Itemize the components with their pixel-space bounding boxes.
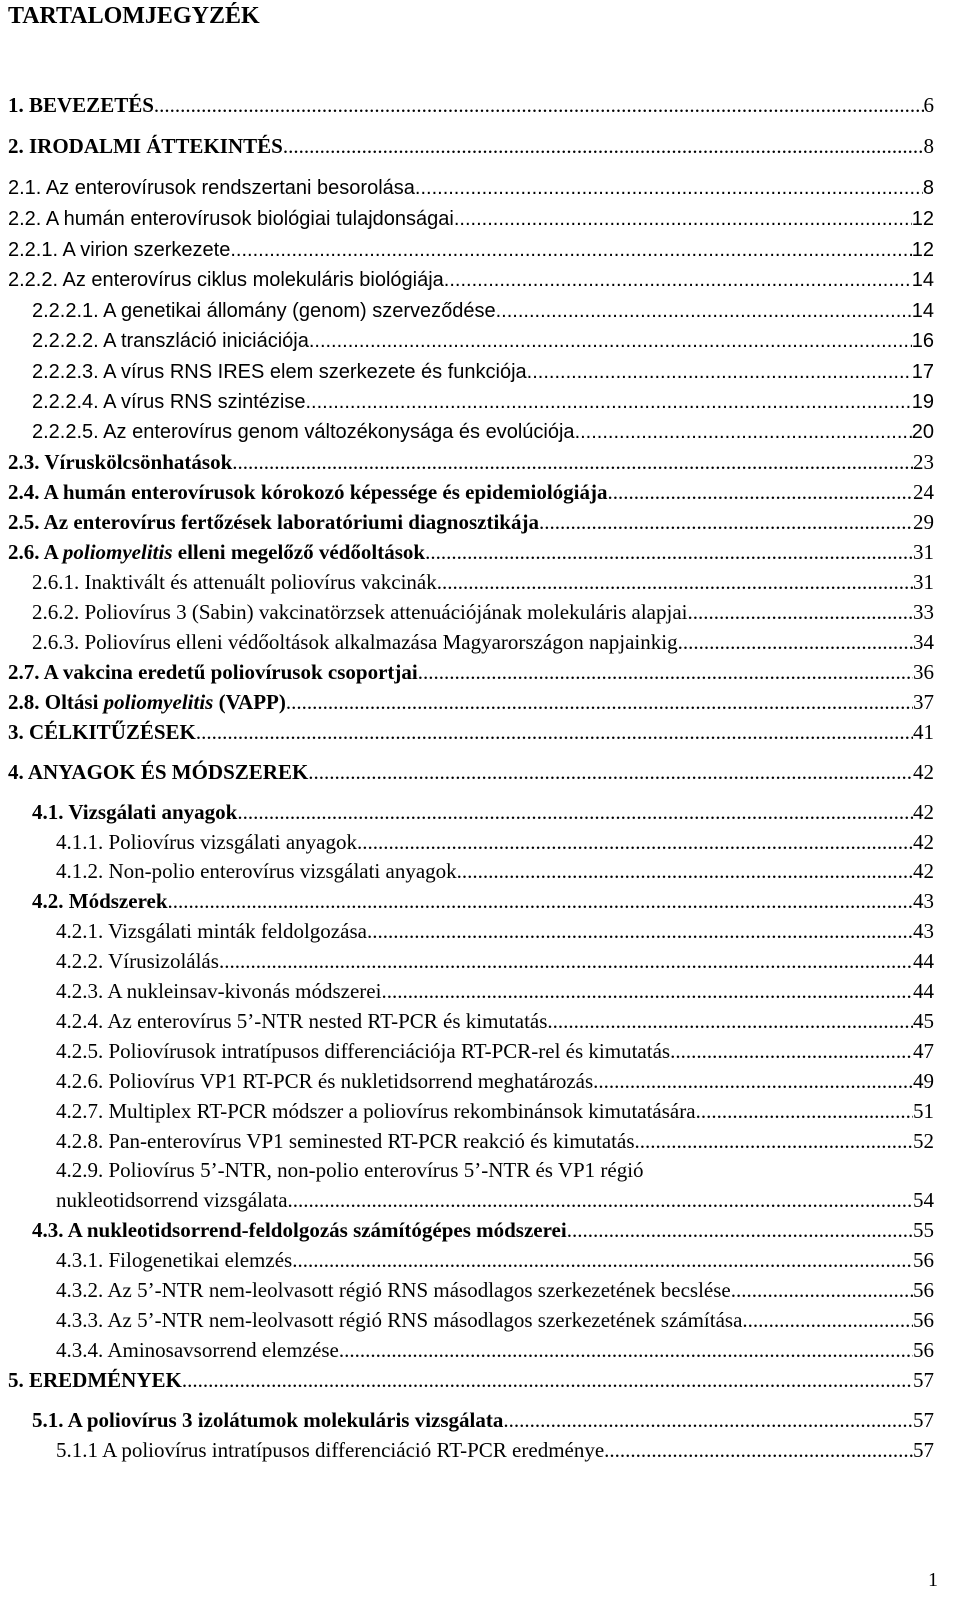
toc-entry-text: Inaktivált és attenuált poliovírus vakcinák <box>84 570 437 594</box>
toc-entry-label <box>56 1308 742 1333</box>
toc-entry-number: 2.3. <box>8 450 40 474</box>
toc-entry-text: Poliovírus elleni védőoltások alkalmazása Magyarországon napjainkig <box>84 630 678 654</box>
toc-entry-label <box>8 660 418 685</box>
toc-entry-text: Az enterovírus genom változékonysága és evolúciója <box>103 421 575 443</box>
toc-page-number: 52 <box>913 1129 934 1153</box>
toc-page-number: 12 <box>911 208 934 230</box>
toc-entry-4-1-2[interactable] <box>56 859 934 884</box>
leader-dots <box>503 1408 913 1433</box>
toc-page-number: 45 <box>913 1009 934 1033</box>
toc-entry-4-3-2[interactable] <box>56 1278 934 1303</box>
toc-entry-3[interactable] <box>8 720 934 745</box>
toc-entry-4-2-3[interactable] <box>56 979 934 1004</box>
toc-entry-label <box>8 268 444 293</box>
toc-entry-4-3[interactable] <box>32 1218 934 1243</box>
toc-entry-number: 2.2.2.2. <box>32 330 99 352</box>
toc-entry-label <box>32 329 309 354</box>
toc-entry-label: 1. BEVEZETÉS <box>8 93 154 117</box>
leader-dots <box>168 889 913 914</box>
toc-entry-4-2-9[interactable] <box>56 1158 934 1213</box>
toc-entry-number: 4.3.1. <box>56 1248 104 1272</box>
toc-entry-number: 4.3. <box>32 1218 64 1242</box>
toc-entry-label <box>56 1009 547 1034</box>
toc-page-number: 47 <box>913 1039 934 1063</box>
toc-entry-label <box>32 390 305 415</box>
toc-entry-number: 2.8. <box>8 690 40 714</box>
leader-dots <box>305 390 911 415</box>
toc-entry-text: Poliovírus 3 (Sabin) vakcinatörzsek attenuációjának molekuláris alapjai <box>84 600 688 624</box>
toc-entry-2-6-2[interactable] <box>32 600 934 625</box>
toc-entry-label <box>56 1438 604 1463</box>
leader-dots <box>444 268 912 293</box>
toc-entry-text: A humán enterovírusok biológiai tulajdonságai <box>45 208 454 230</box>
toc-entry-number: 2.6.3. <box>32 630 80 654</box>
leader-dots <box>230 238 911 263</box>
toc-entry-text: Pan-enterovírus VP1 seminested RT-PCR reakció és kimutatás <box>108 1129 635 1153</box>
toc-page-number: 6 <box>923 93 934 117</box>
toc-entry-number: 2.1. <box>8 177 42 199</box>
leader-dots <box>731 1278 913 1303</box>
leader-dots <box>415 176 923 201</box>
leader-dots <box>418 660 913 685</box>
toc-page-number: 41 <box>913 720 934 744</box>
toc-entry-text-b: elleni megelőző védőoltások <box>172 540 426 564</box>
leader-dots <box>292 1248 913 1273</box>
toc-entry-text: Az enterovírus fertőzések laboratóriumi diagnosztikája <box>43 510 539 534</box>
leader-dots <box>678 630 913 655</box>
toc-page-number: 42 <box>913 830 934 854</box>
toc-entry-number: 2.2. <box>8 208 42 230</box>
leader-dots <box>742 1308 913 1333</box>
leader-dots <box>527 360 912 385</box>
toc-entry-4-2-2[interactable] <box>56 949 934 974</box>
toc-entry-number: 2.6. <box>8 540 40 564</box>
leader-dots <box>608 480 914 505</box>
toc-entry-label <box>32 630 678 655</box>
toc-page-number: 44 <box>913 979 934 1003</box>
toc-entry-2-6-1[interactable] <box>32 570 934 595</box>
toc-page-number: 24 <box>913 480 934 504</box>
toc-entry-4-2-1[interactable] <box>56 919 934 944</box>
toc-entry-text: Non-polio enterovírus vizsgálati anyagok <box>108 859 457 883</box>
toc-page-number: 17 <box>911 361 934 383</box>
toc-entry-text-italic: poliomyelitis <box>62 540 173 564</box>
leader-dots <box>539 510 913 535</box>
toc-entry-4-2-7[interactable] <box>56 1099 934 1124</box>
toc-entry-2-1[interactable] <box>8 176 934 201</box>
leader-dots <box>381 979 913 1004</box>
toc-entry-number: 2.7. <box>8 660 40 684</box>
leader-dots <box>454 207 912 232</box>
page-number: 1 <box>928 1569 938 1591</box>
leader-dots <box>367 919 913 944</box>
toc-page-number: 34 <box>913 630 934 654</box>
toc-entry-text: A vírus RNS szintézise <box>103 391 306 413</box>
toc-entry-2-2-2-5[interactable] <box>32 420 934 445</box>
leader-dots <box>219 949 913 974</box>
leader-dots <box>547 1009 913 1034</box>
toc-page-number: 54 <box>913 1188 934 1212</box>
toc-entry-2-2-1[interactable] <box>8 238 934 263</box>
toc-entry-text: Multiplex RT-PCR módszer a poliovírus rekombinánsok kimutatására <box>108 1099 696 1123</box>
toc-entry-number: 2.2.2.5. <box>32 421 99 443</box>
toc-entry-label <box>8 176 415 201</box>
toc-entry-label <box>8 450 232 475</box>
toc-entry-text: Az 5’-NTR nem-leolvasott régió RNS másodlagos szerkezetének számítása <box>107 1308 743 1332</box>
toc-entry-2[interactable] <box>8 134 934 159</box>
toc-entry-number: 4.3.2. <box>56 1278 104 1302</box>
toc-page-number: 57 <box>913 1368 934 1392</box>
toc-entry-text: A humán enterovírusok kórokozó képessége és epidemiológiája <box>43 480 608 504</box>
toc-entry-label <box>32 570 437 595</box>
toc-page-number: 14 <box>911 300 934 322</box>
toc-entry-2-4[interactable] <box>8 480 934 505</box>
toc-entry-number: 2.2.2.4. <box>32 391 99 413</box>
toc-entry-4-2-6[interactable] <box>56 1069 934 1094</box>
toc-entry-number: 4.2.2. <box>56 949 104 973</box>
toc-entry-text: Az enterovírus ciklus molekuláris biológiája <box>62 269 444 291</box>
toc-page-number: 16 <box>911 330 934 352</box>
toc-entry-label <box>32 800 237 825</box>
toc-entry-label <box>56 830 357 855</box>
toc-entry-text: Az enterovírusok rendszertani besorolása <box>45 177 415 199</box>
toc-entry-text: Vírusizolálás <box>108 949 219 973</box>
toc-entry-label <box>32 299 496 324</box>
toc-entry-label <box>8 480 608 505</box>
toc-page-number: 37 <box>913 690 934 714</box>
toc-entry-2-8[interactable] <box>8 690 934 715</box>
toc-entry-4-3-1[interactable] <box>56 1248 934 1273</box>
leader-dots <box>309 329 912 354</box>
toc-page-number: 31 <box>913 570 934 594</box>
toc-page-number: 44 <box>913 949 934 973</box>
toc-entry-label <box>8 690 286 715</box>
toc-page-number: 36 <box>913 660 934 684</box>
toc-page-number: 55 <box>913 1218 934 1242</box>
toc-entry-number: 2.2.2.1. <box>32 300 99 322</box>
toc-entry-label <box>56 1039 670 1064</box>
leader-dots <box>496 299 912 324</box>
toc-page-number: 14 <box>911 269 934 291</box>
toc-entry-number: 4.1.2. <box>56 859 104 883</box>
toc-entry-2-2[interactable] <box>8 207 934 232</box>
toc-entry-2-2-2-1[interactable] <box>32 299 934 324</box>
toc-entry-text: Filogenetikai elemzés <box>108 1248 293 1272</box>
leader-dots <box>696 1099 913 1124</box>
toc-entry-text: A virion szerkezete <box>62 239 231 261</box>
toc-entry-number: 2.6.1. <box>32 570 80 594</box>
toc-entry-2-6[interactable] <box>8 540 934 565</box>
toc-entry-number: 2.4. <box>8 480 40 504</box>
toc-entry-4-3-4[interactable] <box>56 1338 934 1363</box>
toc-entry-label <box>56 979 381 1004</box>
toc-entry-number: 4.3.4. <box>56 1338 104 1362</box>
toc-entry-text-a: Oltási <box>44 690 104 714</box>
toc-entry-4-2-4[interactable] <box>56 1009 934 1034</box>
toc-page-number: 20 <box>911 421 934 443</box>
toc-entry-4[interactable] <box>8 760 934 785</box>
toc-entry-line-2 <box>56 1188 934 1213</box>
toc-entry-2-2-2-3[interactable] <box>32 360 934 385</box>
toc-entry-label <box>56 1129 635 1154</box>
leader-dots <box>593 1069 913 1094</box>
toc-entry-number: 2.6.2. <box>32 600 80 624</box>
toc-entry-label <box>56 1248 292 1273</box>
toc-entry-label <box>32 1408 503 1433</box>
toc-entry-number: 4.1.1. <box>56 830 104 854</box>
toc-page-number: 12 <box>911 239 934 261</box>
leader-dots <box>182 1368 913 1393</box>
toc-page-number: 19 <box>911 391 934 413</box>
leader-dots <box>575 420 912 445</box>
leader-dots <box>687 600 913 625</box>
toc-entry-1[interactable] <box>8 93 934 118</box>
toc-entry-2-5[interactable] <box>8 510 934 535</box>
toc-entry-label <box>32 1218 567 1243</box>
toc-entry-text: A genetikai állomány (genom) szerveződése <box>103 300 496 322</box>
leader-dots <box>232 450 913 475</box>
toc-entry-text: Vizsgálati anyagok <box>68 800 238 824</box>
toc-page-number: 56 <box>913 1308 934 1332</box>
toc-entry-number: 5.1.1 <box>56 1438 98 1462</box>
leader-dots <box>286 690 913 715</box>
leader-dots <box>635 1129 913 1154</box>
toc-entry-4-1[interactable] <box>32 800 934 825</box>
toc-entry-number: 4.2.1. <box>56 919 104 943</box>
toc-entry-text-a: A <box>43 540 63 564</box>
toc-entry-2-2-2-2[interactable] <box>32 329 934 354</box>
toc-entry-label <box>8 207 454 232</box>
toc-entry-label <box>8 540 425 565</box>
toc-entry-number: 4.2.6. <box>56 1069 104 1093</box>
toc-entry-5-1-1[interactable] <box>56 1438 934 1463</box>
toc-entry-number: 4.2.8. <box>56 1129 104 1153</box>
toc-entry-2-6-3[interactable] <box>32 630 934 655</box>
toc-entry-number: 4.3.3. <box>56 1308 104 1332</box>
toc-page-number: 42 <box>913 760 934 784</box>
toc-entry-number: 4.2. <box>32 889 64 913</box>
leader-dots <box>196 720 913 745</box>
toc-page-number: 8 <box>923 134 934 158</box>
toc-entry-number: 2.5. <box>8 510 40 534</box>
toc-entry-text: Poliovírus vizsgálati anyagok <box>108 830 357 854</box>
leader-dots <box>154 93 924 118</box>
toc-entry-text: A poliovírus 3 izolátumok molekuláris vizsgálata <box>67 1408 504 1432</box>
toc-entry-4-2-8[interactable] <box>56 1129 934 1154</box>
toc-page-number: 43 <box>913 889 934 913</box>
toc-page-number: 56 <box>913 1248 934 1272</box>
leader-dots <box>425 540 913 565</box>
leader-dots <box>604 1438 913 1463</box>
toc-entry-label <box>8 238 230 263</box>
toc-entry-text: Poliovírusok intratípusos differenciációja RT-PCR-rel és kimutatás <box>108 1039 671 1063</box>
toc-entry-4-2-5[interactable] <box>56 1039 934 1064</box>
toc-entry-label: 3. CÉLKITŰZÉSEK <box>8 720 196 744</box>
toc-page-number: 51 <box>913 1099 934 1123</box>
toc-entry-label <box>56 1069 593 1094</box>
toc-entry-text: Víruskölcsönhatások <box>44 450 233 474</box>
toc-entry-2-7[interactable] <box>8 660 934 685</box>
toc-page-number: 49 <box>913 1069 934 1093</box>
toc-entry-number: 2.2.2.3. <box>32 361 99 383</box>
toc-entry-2-3[interactable] <box>8 450 934 475</box>
toc-entry-label <box>32 600 687 625</box>
leader-dots <box>288 1188 913 1213</box>
toc-entry-text: Poliovírus 5’-NTR, non-polio enterovírus 5’-NTR és VP1 régió <box>108 1158 644 1182</box>
toc-entry-text: Az 5’-NTR nem-leolvasott régió RNS másodlagos szerkezetének becslése <box>107 1278 731 1302</box>
toc-entry-4-2[interactable] <box>32 889 934 914</box>
toc-page-number: 57 <box>913 1408 934 1432</box>
leader-dots <box>237 800 913 825</box>
toc-page-number: 23 <box>913 450 934 474</box>
toc-entry-label <box>56 919 367 944</box>
toc-entry-label: 2. IRODALMI ÁTTEKINTÉS <box>8 134 283 158</box>
toc-entry-number: 2.2.2. <box>8 269 59 291</box>
toc-entry-line-1 <box>56 1158 934 1183</box>
toc-entry-text: A vírus RNS IRES elem szerkezete és funkciója <box>103 361 527 383</box>
toc-entry-4-1-1[interactable] <box>56 830 934 855</box>
toc-entry-text: A nukleotidsorrend-feldolgozás számítógépes módszerei <box>67 1218 567 1242</box>
toc-page-number: 42 <box>913 859 934 883</box>
toc-entry-number: 4.2.7. <box>56 1099 104 1123</box>
leader-dots <box>339 1338 913 1363</box>
toc-title: TARTALOMJEGYZÉK <box>8 3 260 29</box>
toc-entry-number: 4.1. <box>32 800 64 824</box>
toc-entry-text: A vakcina eredetű poliovírusok csoportjai <box>43 660 418 684</box>
toc-entry-label <box>56 859 457 884</box>
toc-entry-label <box>56 1278 731 1303</box>
toc-entry-label <box>56 1338 339 1363</box>
leader-dots <box>457 859 913 884</box>
toc-entry-2-2-2[interactable] <box>8 268 934 293</box>
toc-page-number: 33 <box>913 600 934 624</box>
toc-entry-text: A transzláció iniciációja <box>103 330 309 352</box>
toc-entry-2-2-2-4[interactable] <box>32 390 934 415</box>
toc-entry-label <box>32 420 575 445</box>
toc-entry-number: 4.2.5. <box>56 1039 104 1063</box>
toc-page-number: 31 <box>913 540 934 564</box>
toc-page-number: 8 <box>922 177 934 199</box>
toc-entry-text: Aminosavsorrend elemzése <box>107 1338 339 1362</box>
toc-entry-label <box>32 360 527 385</box>
toc-page-number: 57 <box>913 1438 934 1462</box>
toc-entry-text-b: (VAPP) <box>213 690 286 714</box>
toc-entry-text: Vizsgálati minták feldolgozása <box>108 919 367 943</box>
toc-entry-text: Az enterovírus 5’-NTR nested RT-PCR és kimutatás <box>107 1009 548 1033</box>
toc-entry-text: Módszerek <box>68 889 168 913</box>
toc-entry-number: 4.2.9. <box>56 1158 104 1182</box>
leader-dots <box>357 830 913 855</box>
toc-page-number: 42 <box>913 800 934 824</box>
leader-dots <box>283 134 924 159</box>
toc-entry-label: 4. ANYAGOK ÉS MÓDSZEREK <box>8 760 309 784</box>
toc-entry-label: 5. EREDMÉNYEK <box>8 1368 182 1392</box>
toc-entry-5[interactable] <box>8 1368 934 1393</box>
leader-dots <box>437 570 913 595</box>
leader-dots <box>308 760 913 785</box>
toc-entry-number: 4.2.3. <box>56 979 104 1003</box>
toc-entry-number: 5.1. <box>32 1408 64 1432</box>
leader-dots <box>670 1039 913 1064</box>
toc-entry-text-italic: poliomyelitis <box>103 690 214 714</box>
leader-dots <box>567 1218 913 1243</box>
toc-entry-label <box>32 889 168 914</box>
toc-page-number: 29 <box>913 510 934 534</box>
toc-entry-number: 4.2.4. <box>56 1009 104 1033</box>
toc-page-number: 56 <box>913 1338 934 1362</box>
toc-entry-text: A poliovírus intratípusos differenciáció RT-PCR eredménye <box>102 1438 605 1462</box>
toc-page-number: 56 <box>913 1278 934 1302</box>
toc-entry-4-3-3[interactable] <box>56 1308 934 1333</box>
toc-entry-5-1[interactable] <box>32 1408 934 1433</box>
toc-entry-number: 2.2.1. <box>8 239 59 261</box>
toc-entry-label <box>8 510 539 535</box>
toc-entry-text: Poliovírus VP1 RT-PCR és nukletidsorrend meghatározás <box>108 1069 594 1093</box>
toc-entry-label <box>56 1099 696 1124</box>
toc-entry-text-continued: nukleotidsorrend vizsgálata <box>56 1188 288 1212</box>
toc-page-number: 43 <box>913 919 934 943</box>
toc-entry-text: A nukleinsav-kivonás módszerei <box>107 979 382 1003</box>
toc-entry-label <box>56 949 219 974</box>
